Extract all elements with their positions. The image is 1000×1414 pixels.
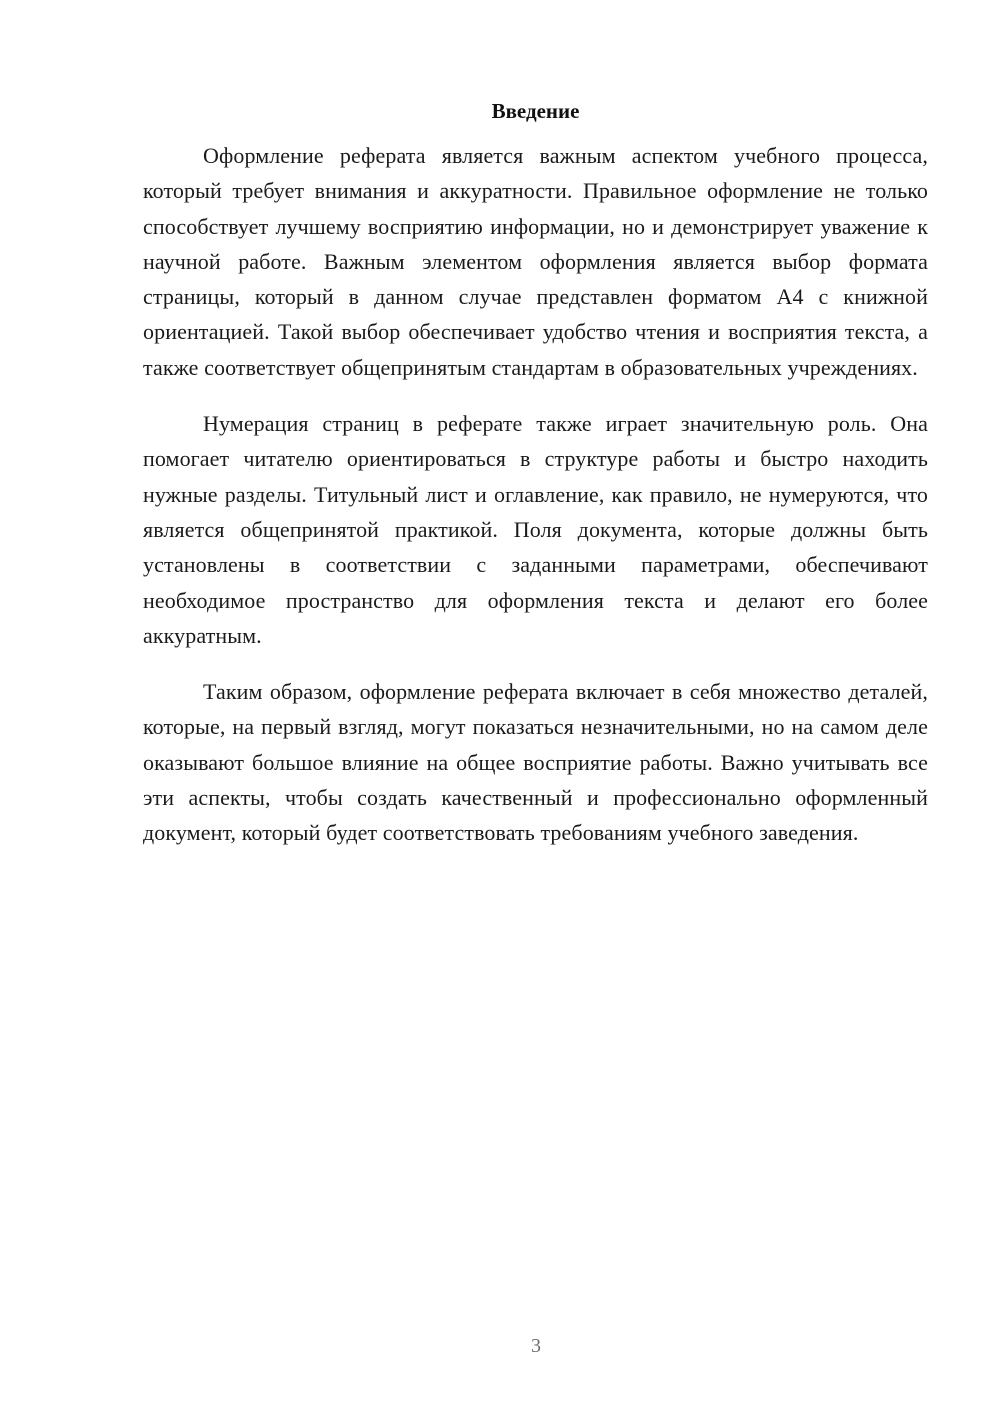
section-title: Введение: [491, 99, 580, 123]
paragraph-numbering: Нумерация страниц в реферате также играет значительную роль. Она помогает читателю ориентироваться в структуре работы и быстро находить нужные разделы. Титульный лист и оглавление, как правило, не нумеруются, что является общепринятой практикой. Поля документа, которые должны быть установлены в соответствии с заданными параметрами, обеспечивают необходимое пространство для оформления текста и делают его более аккуратным.: [143, 411, 928, 648]
paragraph-conclusion: Таким образом, оформление реферата включает в себя множество деталей, которые, на первый взгляд, могут показаться незначительными, но на самом деле оказывают большое влияние на общее восприятие работы. Важно учитывать все эти аспекты, чтобы создать качественный и профессионально оформленный документ, который будет соответствовать требованиям учебного заведения.: [143, 679, 928, 846]
paragraph-intro: Оформление реферата является важным аспектом учебного процесса, который требует внимания и аккуратности. Правильное оформление не только способствует лучшему восприятию информации, но и демонстрирует уважение к научной работе. Важным элементом оформления является выбор формата страницы, который в данном случае представлен форматом А4 с книжной ориентацией. Такой выбор обеспечивает удобство чтения и восприятия текста, а также соответствует общепринятым стандартам в образовательных учреждениях.: [143, 143, 928, 380]
page-content: [143, 96, 928, 872]
page-number: 3: [531, 1335, 541, 1357]
